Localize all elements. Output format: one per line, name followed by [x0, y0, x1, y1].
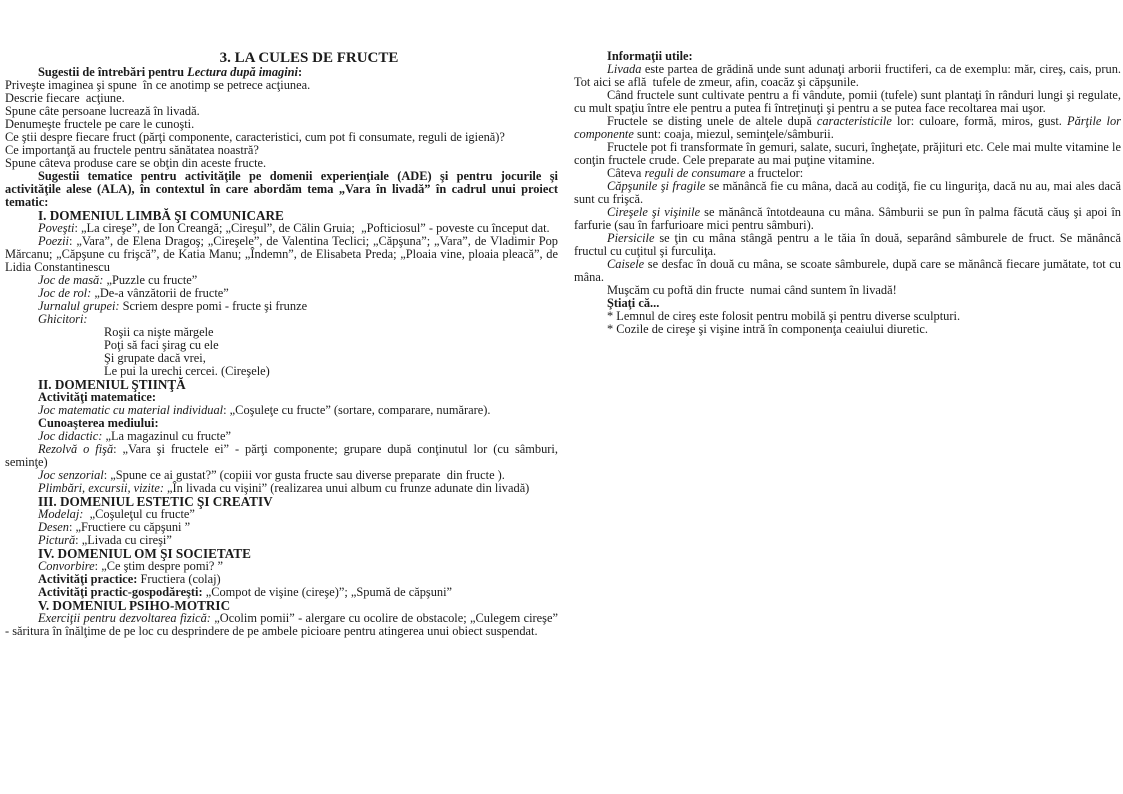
paragraph — [574, 206, 1121, 232]
text-run: : „Vara şi fructele ei” - părţi componente; grupare după conţinutul lor (cu sâmburi, seminţe) — [5, 442, 558, 469]
text-run: Joc didactic: — [38, 429, 103, 443]
poem-line — [5, 339, 558, 352]
poem-line — [5, 352, 558, 365]
text-run: Poţi să faci şirag cu ele — [104, 338, 219, 352]
text-run: Ce importanţă au fructele pentru sănătatea noastră? — [5, 143, 259, 157]
text-run: „La magazinul cu fructe” — [102, 429, 231, 443]
text-run: Roşii ca nişte mărgele — [104, 325, 214, 339]
text-run: V. DOMENIUL PSIHO-MOTRIC — [38, 598, 231, 613]
paragraph — [5, 170, 558, 209]
text-run: Jurnalul grupei: — [38, 299, 120, 313]
text-run: Plimbări, excursii, vizite: — [38, 481, 164, 495]
text-run: * Lemnul de cireş este folosit pentru mobilă şi pentru diverse sculpturi. — [607, 309, 961, 323]
text-run: „Ocolim pomii” - alergare cu ocolire de obstacole; „Culegem cireşe” - săritura în înălţime de pe loc cu desprindere de pe ambele picioare pentru atingerea unui obiect suspendat. — [5, 611, 558, 638]
text-run: Descrie fiecare acţiune. — [5, 91, 125, 105]
text-run: Piersicile — [607, 231, 655, 245]
text-run: : „Fructiere cu căpşuni ” — [68, 520, 191, 534]
paragraph — [574, 232, 1121, 258]
paragraph — [5, 612, 558, 638]
text-run: Ghicitori: — [38, 312, 88, 326]
text-run: Activităţi matematice: — [38, 390, 156, 404]
text-run: reguli de consumare — [644, 166, 746, 180]
text-run: Pictură — [38, 533, 76, 547]
text-run: Cunoaşterea mediului: — [38, 416, 159, 430]
text-run: * Cozile de cireşe şi vişine intră în componenţa ceaiului diuretic. — [607, 322, 929, 336]
text-run: : „Ce ştim despre pomi? ” — [94, 559, 224, 573]
text-run: Priveşte imaginea şi spune în ce anotimp se petrece acţiunea. — [5, 78, 311, 92]
text-run: IV. DOMENIUL OM ŞI SOCIETATE — [38, 546, 251, 561]
text-run: : „Coşuleţe cu fructe” (sortare, comparare, numărare). — [223, 403, 491, 417]
text-run: Livada — [607, 62, 642, 76]
doc-title: 3. LA CULES DE FRUCTE — [219, 50, 399, 66]
paragraph — [5, 443, 558, 469]
text-run: Scriem despre pomi - fructe şi frunze — [119, 299, 308, 313]
paragraph — [5, 300, 558, 313]
text-run: „În livada cu vişini” (realizarea unui album cu frunze adunate din livadă) — [163, 481, 530, 495]
text-run: : „Vara”, de Elena Dragoş; „Cireşele”, de Valentina Teclici; „Căpşuna”; „Vara”, de Vladimir Pop Mărcanu; „Căpşune cu frişcă”, de Katia Manu; „Îndemn”, de Elisabeta Preda; „Ploaia vine, ploaia pleacă”, de Lidia Constantinescu — [5, 234, 558, 274]
text-run: Joc de rol: — [38, 286, 92, 300]
text-run: a fructelor: — [745, 166, 804, 180]
text-run: Căpşunile şi fragile — [607, 179, 706, 193]
text-run: Fructiera (colaj) — [137, 572, 221, 586]
text-run: sunt: coaja, miezul, seminţele/sâmburii. — [633, 127, 834, 141]
paragraph — [574, 89, 1121, 115]
paragraph — [574, 323, 1121, 336]
paragraph — [574, 63, 1121, 89]
text-run: Desen — [38, 520, 69, 534]
text-run: Activităţi practic-gospodăreşti: — [38, 585, 203, 599]
text-run: Rezolvă o fişă — [38, 442, 114, 456]
text-run: Lectura după imagini — [187, 65, 298, 79]
text-run: Informaţii utile: — [607, 49, 693, 63]
text-run: Spune câte persoane lucrează în livadă. — [5, 104, 200, 118]
text-run: „Coşuleţul cu fructe” — [83, 507, 195, 521]
text-run: Sugestii tematice pentru activităţile pe domenii experienţiale (ADE) şi pentru jocurile şi activităţile alese (ALA), în contextul în care abordăm tema „Vara în livadă” în cadrul unui proiect tematic: — [5, 169, 558, 209]
text-run: Exerciţii pentru dezvoltarea fizică: — [38, 611, 211, 625]
text-run: Ce ştii despre fiecare fruct (părţi componente, caracteristici, cum pot fi consumate, reguli de igienă)? — [5, 130, 505, 144]
text-run: Joc matematic cu material individual — [38, 403, 224, 417]
text-run: Sugestii de întrebări pentru — [38, 65, 188, 79]
text-run: I. DOMENIUL LIMBĂ ŞI COMUNICARE — [38, 208, 284, 223]
paragraph — [574, 141, 1121, 167]
right-column — [574, 50, 1121, 794]
text-run: „Puzzle cu fructe” — [103, 273, 198, 287]
text-run: Cireşele şi vişinile — [607, 205, 701, 219]
paragraph — [574, 180, 1121, 206]
text-run: se mănâncă fie cu mâna, dacă au codiţă, fie cu linguriţa, dacă nu au, mai ales dacă sunt cu frişcă. — [574, 179, 1121, 206]
text-run: Ştiaţi că... — [607, 296, 660, 310]
text-run: Poveşti — [38, 221, 75, 235]
left-column — [5, 50, 558, 794]
text-run: Convorbire — [38, 559, 95, 573]
text-run: II. DOMENIUL ŞTIINŢĂ — [38, 377, 186, 392]
text-run: Când fructele sunt cultivate pentru a fi vândute, pomii (tufele) sunt plantaţi în rânduri lungi şi regulate, cu mult spaţiu între ele pentru a putea fi întreţinuţi şi pentru a se putea face recoltarea mai uşor. — [574, 88, 1121, 115]
text-run: se ţin cu mâna stângă pentru a le tăia în două, separând sâmburele de fruct. Se mănâncă fructul cu cuţitul şi furculiţa. — [574, 231, 1121, 258]
text-run: Joc senzorial — [38, 468, 104, 482]
text-run: Le pui la urechi cercei. (Cireşele) — [104, 364, 270, 378]
text-run: Modelaj: — [38, 507, 84, 521]
text-run: Denumeşte fructele pe care le cunoşti. — [5, 117, 195, 131]
text-run: Şi grupate dacă vrei, — [104, 351, 206, 365]
text-run: Fructele se disting unele de altele după — [607, 114, 817, 128]
text-run: : — [298, 65, 303, 79]
text-run: Poezii — [38, 234, 69, 248]
text-run: „Compot de vişine (cireşe)”; „Spumă de căpşuni” — [202, 585, 453, 599]
text-run: este partea de grădină unde sunt adunaţi arborii fructiferi, ca de exemplu: măr, cireş, cais, prun. Tot aici se află tufele de zmeur, afin, coacăz şi căpşunile. — [574, 62, 1121, 89]
text-run: Părţile lor componente — [574, 114, 1121, 141]
text-run: lor: culoare, formă, miros, gust. — [891, 114, 1068, 128]
text-run: se desfac în două cu mâna, se scoate sâmburele, după care se mănâncă fiecare jumătate, tot cu mâna. — [574, 257, 1121, 284]
paragraph — [574, 258, 1121, 284]
text-run: caracteristicile — [816, 114, 892, 128]
text-run: Activităţi practice: — [38, 572, 138, 586]
text-run: Joc de masă: — [38, 273, 104, 287]
text-run: : „Livada cu cireşi” — [75, 533, 172, 547]
text-run: se mănâncă întotdeauna cu mâna. Sâmburii se pun în palma făcută căuş şi apoi în farfurie (sau în farfurioare mici pentru sâmburi). — [574, 205, 1122, 232]
text-run: „De-a vânzătorii de fructe” — [91, 286, 229, 300]
text-run: III. DOMENIUL ESTETIC ŞI CREATIV — [38, 494, 273, 509]
text-run: Muşcăm cu poftă din fructe numai când suntem în livadă! — [607, 283, 897, 297]
text-run: : „La cireşe”, de Ion Creangă; „Cireşul”, de Călin Gruia; „Pofticiosul” - poveste cu început dat. — [74, 221, 550, 235]
text-run: Fructele pot fi transformate în gemuri, salate, sucuri, îngheţate, prăjituri etc. Cele mai multe vitamine le conţin fructele crude. Cele preparate au mai puţine vitamine. — [574, 140, 1121, 167]
text-run: Caisele — [607, 257, 645, 271]
text-run: Spune câteva produse care se obţin din aceste fructe. — [5, 156, 267, 170]
paragraph — [5, 235, 558, 274]
poem-line — [5, 326, 558, 339]
text-run: Câteva — [607, 166, 645, 180]
text-run: : „Spune ce ai gustat?” (copiii vor gusta fructe sau diverse preparate din fructe ). — [103, 468, 505, 482]
paragraph — [574, 115, 1121, 141]
paragraph — [5, 313, 558, 326]
